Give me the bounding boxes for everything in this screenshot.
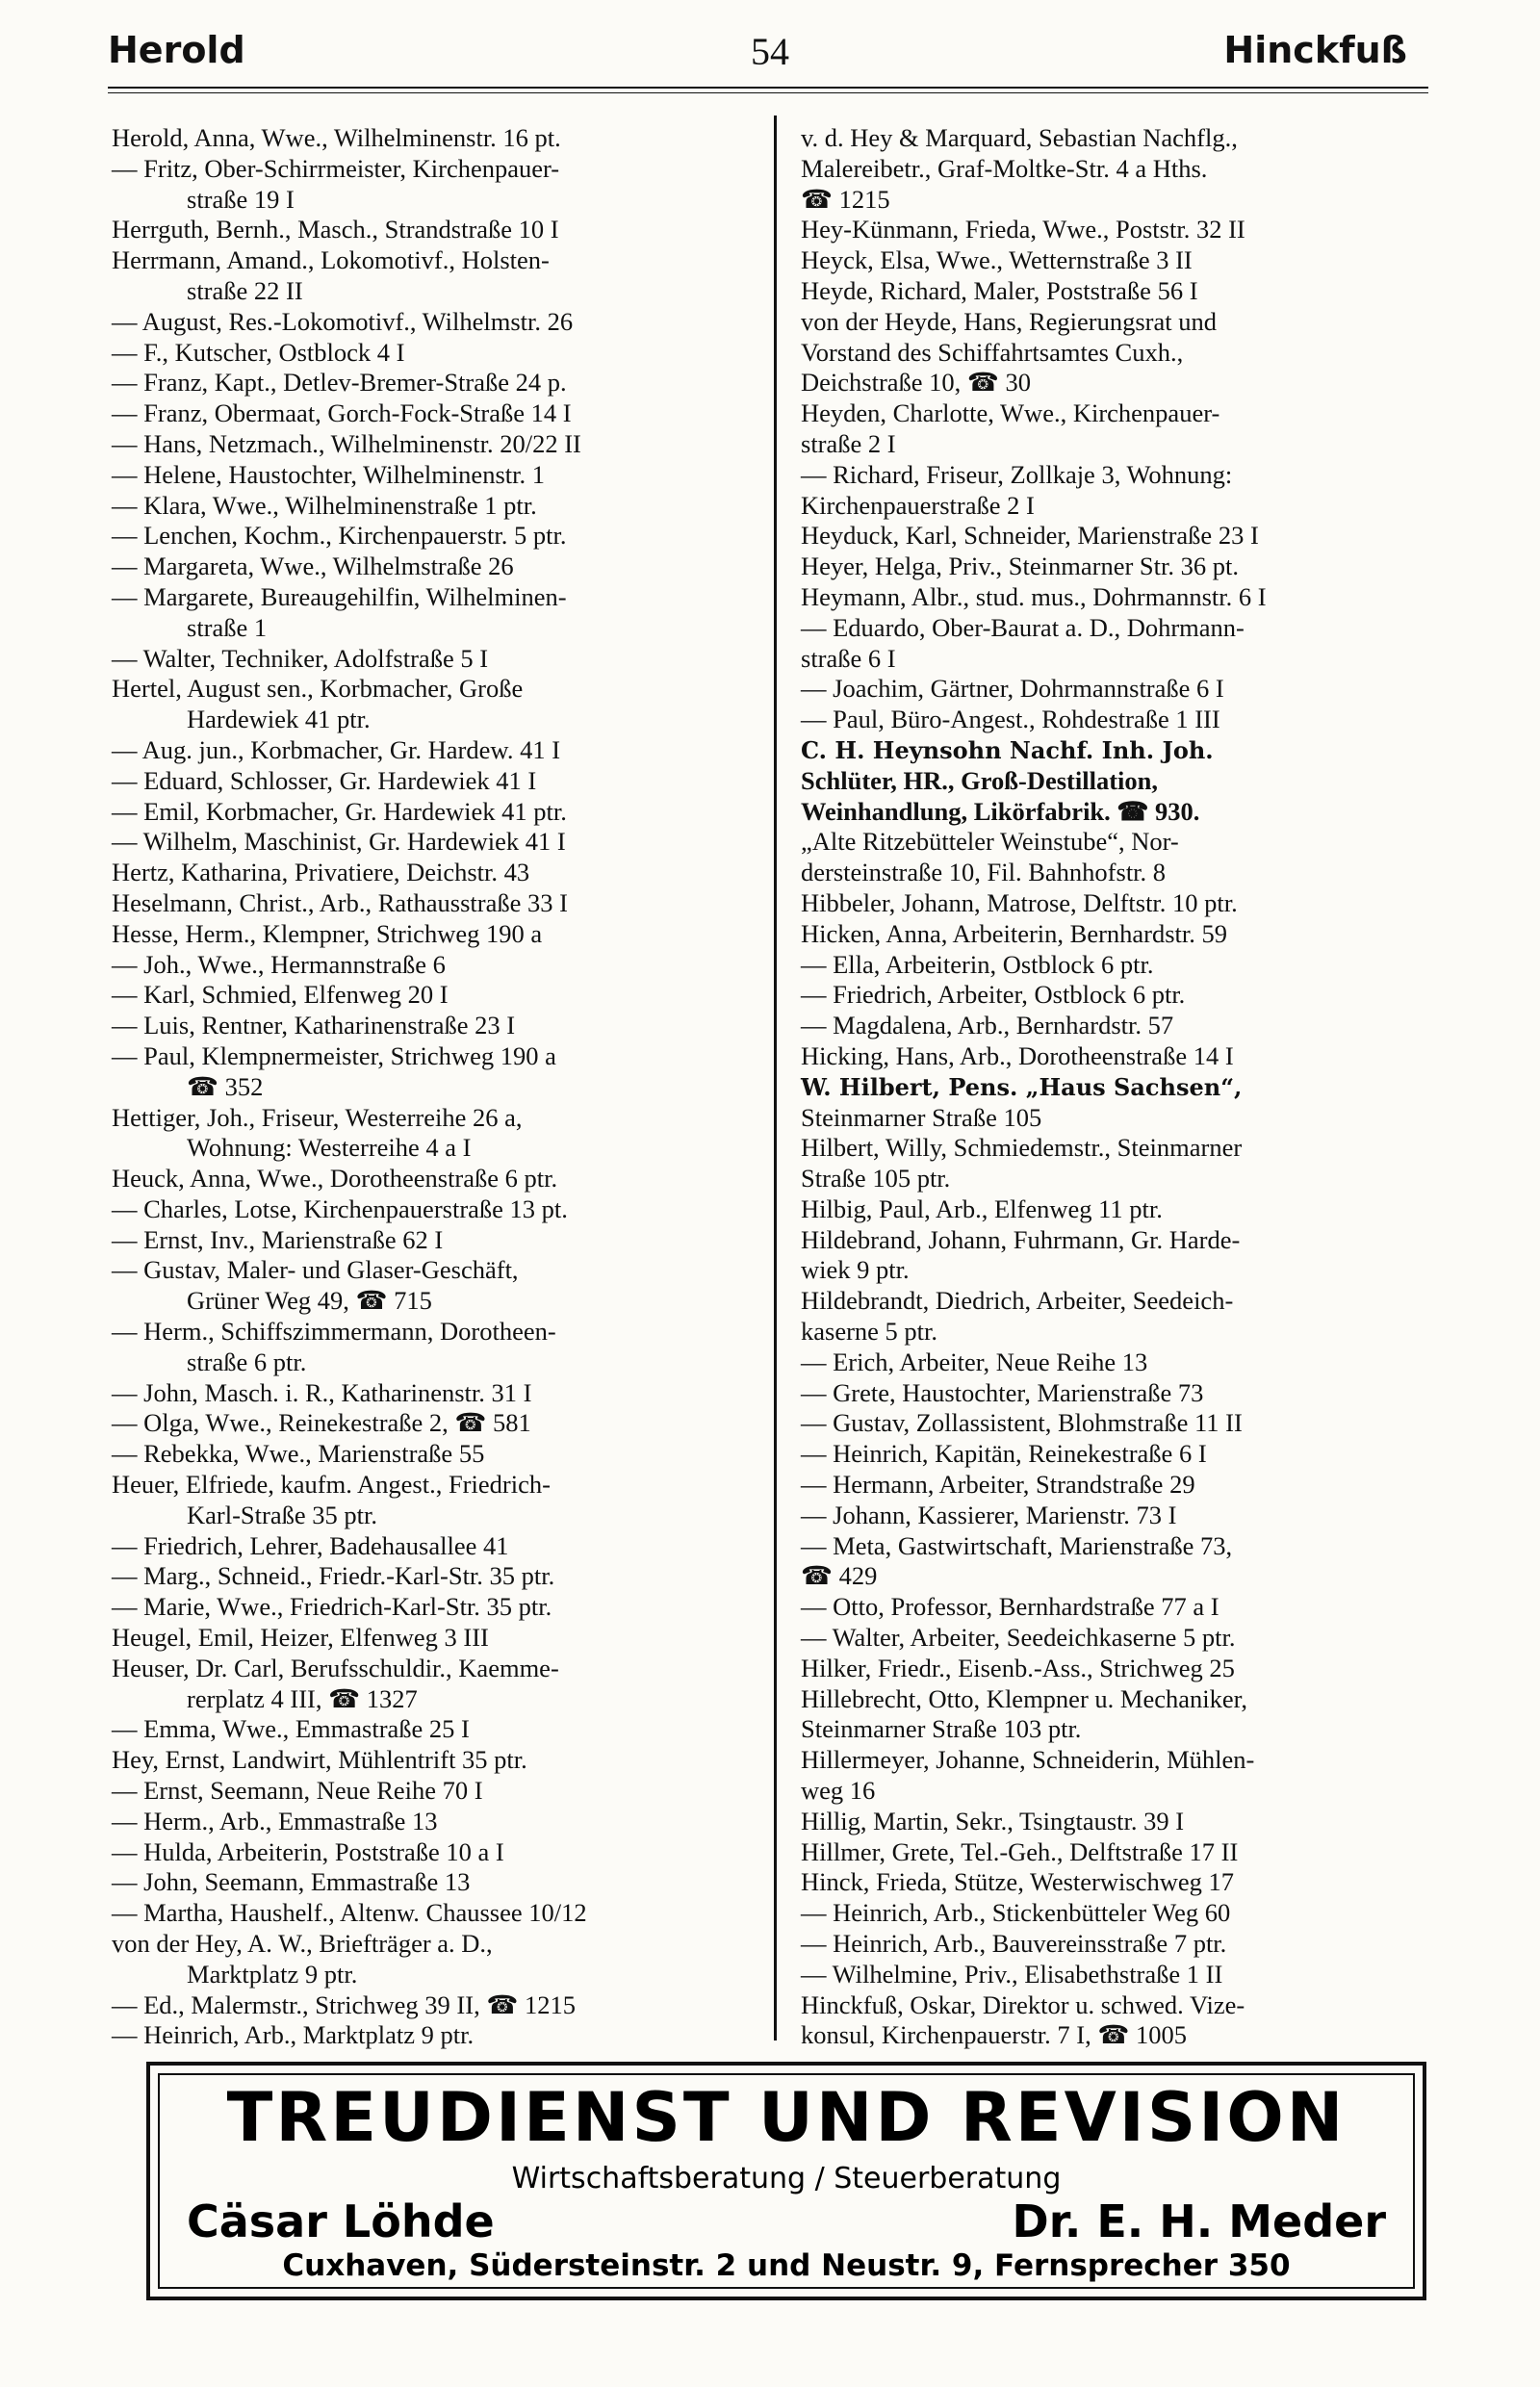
directory-entry-line: — John, Masch. i. R., Katharinenstr. 31 I — [112, 1377, 532, 1407]
directory-entry-line: — Friedrich, Lehrer, Badehausallee 41 — [112, 1530, 509, 1560]
directory-entry-line: — Aug. jun., Korbmacher, Gr. Hardew. 41 I — [112, 734, 561, 764]
directory-entry-line: — F., Kutscher, Ostblock 4 I — [112, 337, 405, 367]
directory-entry-line: — Hans, Netzmach., Wilhelminenstr. 20/22 II — [112, 428, 581, 458]
directory-entry-line: — Heinrich, Arb., Marktplatz 9 ptr. — [112, 2020, 475, 2050]
directory-entry-line: Heuser, Dr. Carl, Berufsschuldir., Kaemme- — [112, 1653, 559, 1682]
directory-entry-line: Hillermeyer, Johanne, Schneiderin, Mühlen- — [801, 1745, 1255, 1775]
directory-entry-line: — Luis, Rentner, Katharinenstraße 23 I — [112, 1011, 516, 1040]
directory-entry-line: Schlüter, HR., Groß-Destillation, — [801, 765, 1159, 795]
directory-entry-line: — Herm., Schiffszimmermann, Dorotheen- — [112, 1317, 556, 1347]
directory-entry-line: Hardewiek 41 ptr. — [187, 705, 371, 734]
directory-entry-line: — Helene, Haustochter, Wilhelminenstr. 1 — [112, 459, 545, 489]
directory-entry-line: ☎ 1215 — [801, 184, 890, 214]
directory-entry-line: ☎ 429 — [801, 1561, 878, 1591]
directory-entry-line: Deichstraße 10, ☎ 30 — [801, 368, 1032, 398]
directory-entry-line: — Marg., Schneid., Friedr.-Karl-Str. 35 ptr. — [112, 1561, 555, 1591]
directory-entry-line: — Richard, Friseur, Zollkaje 3, Wohnung: — [801, 459, 1233, 489]
directory-entry-line: Hibbeler, Johann, Matrose, Delftstr. 10 ptr. — [801, 887, 1238, 917]
directory-entry-line: — August, Res.-Lokomotivf., Wilhelmstr. 26 — [112, 306, 574, 336]
header-left-keyword: Herold — [108, 29, 245, 71]
directory-entry-line: Hertel, August sen., Korbmacher, Große — [112, 674, 524, 704]
directory-entry-line: — Lenchen, Kochm., Kirchenpauerstr. 5 ptr. — [112, 521, 567, 551]
directory-entry-line: — Olga, Wwe., Reinekestraße 2, ☎ 581 — [112, 1408, 531, 1438]
advertisement-name-left: Cäsar Löhde — [187, 2195, 495, 2247]
directory-entry-line: — Eduard, Schlosser, Gr. Hardewiek 41 I — [112, 765, 537, 795]
directory-entry-line: Hicken, Anna, Arbeiterin, Bernhardstr. 59 — [801, 918, 1228, 948]
directory-entry-line: Hey, Ernst, Landwirt, Mühlentrift 35 ptr. — [112, 1745, 527, 1775]
directory-entry-line: Hilker, Friedr., Eisenb.-Ass., Strichweg 25 — [801, 1653, 1235, 1682]
right-column — [782, 123, 1428, 2051]
directory-entry-line: Steinmarner Straße 105 — [801, 1102, 1042, 1132]
directory-entry-line: straße 6 ptr. — [187, 1347, 307, 1376]
directory-entry-line: Heuck, Anna, Wwe., Dorotheenstraße 6 ptr. — [112, 1164, 558, 1194]
directory-entry-line: Grüner Weg 49, ☎ 715 — [187, 1286, 432, 1316]
directory-entry-line: — Friedrich, Arbeiter, Ostblock 6 ptr. — [801, 980, 1186, 1010]
directory-entry-line: Heyck, Elsa, Wwe., Wetternstraße 3 II — [801, 245, 1193, 275]
directory-entry-line: straße 22 II — [187, 275, 303, 305]
directory-entry-line: — Hulda, Arbeiterin, Poststraße 10 a I — [112, 1836, 504, 1866]
directory-entry-line: — Magdalena, Arb., Bernhardstr. 57 — [801, 1011, 1174, 1040]
directory-entry-line: Marktplatz 9 ptr. — [187, 1959, 358, 1989]
directory-entry-line: Heyde, Richard, Maler, Poststraße 56 I — [801, 275, 1198, 305]
directory-entry-line: — Heinrich, Arb., Stickenbütteler Weg 60 — [801, 1898, 1231, 1928]
directory-entry-line: — Walter, Arbeiter, Seedeichkaserne 5 ptr. — [801, 1623, 1236, 1653]
directory-entry-line: Vorstand des Schiffahrtsamtes Cuxh., — [801, 337, 1184, 367]
advertisement-name-right: Dr. E. H. Meder — [1012, 2195, 1386, 2247]
directory-entry-line: von der Hey, A. W., Briefträger a. D., — [112, 1929, 493, 1959]
directory-entry-line: — Ernst, Seemann, Neue Reihe 70 I — [112, 1776, 483, 1806]
directory-entry-line: konsul, Kirchenpauerstr. 7 I, ☎ 1005 — [801, 2020, 1187, 2050]
directory-entry-line: straße 2 I — [801, 428, 896, 458]
directory-entry-line: — Otto, Professor, Bernhardstraße 77 a I — [801, 1592, 1219, 1622]
header-right-keyword: Hinckfuß — [1223, 29, 1407, 71]
directory-entry-line: Herrmann, Amand., Lokomotivf., Holsten- — [112, 245, 550, 275]
directory-entry-line: von der Heyde, Hans, Regierungsrat und — [801, 306, 1217, 336]
directory-entry-line: — Klara, Wwe., Wilhelminenstraße 1 ptr. — [112, 490, 537, 520]
directory-entry-line: — Ella, Arbeiterin, Ostblock 6 ptr. — [801, 949, 1154, 979]
directory-entry-line: Karl-Straße 35 ptr. — [187, 1500, 377, 1529]
directory-entry-line: C. H. Heynsohn Nachf. Inh. Joh. — [801, 735, 1214, 764]
directory-entry-line: — Walter, Techniker, Adolfstraße 5 I — [112, 643, 489, 673]
directory-entry-line: Hinck, Frieda, Stütze, Westerwischweg 17 — [801, 1867, 1234, 1897]
directory-entry-line: straße 19 I — [187, 184, 295, 214]
directory-entry-line: — Joachim, Gärtner, Dohrmannstraße 6 I — [801, 674, 1224, 704]
directory-entry-line: W. Hilbert, Pens. „Haus Sachsen“, — [801, 1072, 1243, 1101]
directory-entry-line: kaserne 5 ptr. — [801, 1317, 938, 1347]
directory-entry-line: — Charles, Lotse, Kirchenpauerstraße 13 pt. — [112, 1194, 568, 1223]
directory-entry-line: Kirchenpauerstraße 2 I — [801, 490, 1035, 520]
directory-entry-line: Herold, Anna, Wwe., Wilhelminenstr. 16 pt. — [112, 123, 561, 152]
directory-entry-line: Steinmarner Straße 103 ptr. — [801, 1714, 1082, 1744]
directory-entry-line: Wohnung: Westerreihe 4 a I — [187, 1133, 472, 1163]
directory-entry-line: — Marie, Wwe., Friedrich-Karl-Str. 35 ptr. — [112, 1592, 552, 1622]
directory-entry-line: Hilbig, Paul, Arb., Elfenweg 11 ptr. — [801, 1194, 1163, 1223]
directory-entry-line: Hilbert, Willy, Schmiedemstr., Steinmarner — [801, 1133, 1243, 1163]
directory-entry-line: rerplatz 4 III, ☎ 1327 — [187, 1683, 418, 1713]
directory-entry-line: Hildebrand, Johann, Fuhrmann, Gr. Harde- — [801, 1224, 1241, 1254]
directory-entry-line: Heugel, Emil, Heizer, Elfenweg 3 III — [112, 1623, 489, 1653]
advertisement-address: Cuxhaven, Südersteinstr. 2 und Neustr. 9, Fernsprecher 350 — [282, 2248, 1291, 2283]
directory-entry-line: Hinckfuß, Oskar, Direktor u. schwed. Vize- — [801, 1989, 1245, 2019]
directory-entry-line: — Wilhelm, Maschinist, Gr. Hardewiek 41 I — [112, 827, 566, 857]
directory-entry-line: „Alte Ritzebütteler Weinstube“, Nor- — [801, 827, 1179, 857]
directory-entry-line: Hesse, Herm., Klempner, Strichweg 190 a — [112, 918, 543, 948]
directory-entry-line: — Johann, Kassierer, Marienstr. 73 I — [801, 1500, 1177, 1529]
directory-entry-line: — Paul, Klempnermeister, Strichweg 190 a — [112, 1040, 556, 1070]
directory-entry-line: Hillig, Martin, Sekr., Tsingtaustr. 39 I — [801, 1806, 1185, 1835]
page-number: 54 — [751, 30, 789, 73]
directory-entry-line: Heyer, Helga, Priv., Steinmarner Str. 36 pt. — [801, 552, 1239, 581]
directory-entry-line: Straße 105 ptr. — [801, 1164, 951, 1194]
directory-entry-line: — Herm., Arb., Emmastraße 13 — [112, 1806, 438, 1835]
directory-entry-line: — Emil, Korbmacher, Gr. Hardewiek 41 ptr. — [112, 796, 567, 826]
directory-entry-line: — Rebekka, Wwe., Marienstraße 55 — [112, 1439, 485, 1469]
directory-entry-line: Herrguth, Bernh., Masch., Strandstraße 10 I — [112, 215, 559, 244]
directory-entry-line: ☎ 352 — [187, 1071, 264, 1101]
directory-entry-line: — Heinrich, Kapitän, Reinekestraße 6 I — [801, 1439, 1207, 1469]
directory-entry-line: — Grete, Haustochter, Marienstraße 73 — [801, 1377, 1204, 1407]
directory-entry-line: Heyden, Charlotte, Wwe., Kirchenpauer- — [801, 398, 1220, 428]
directory-entry-line: — Meta, Gastwirtschaft, Marienstraße 73, — [801, 1530, 1233, 1560]
directory-entry-line: Heselmann, Christ., Arb., Rathausstraße 33 I — [112, 887, 568, 917]
directory-entry-line: — Karl, Schmied, Elfenweg 20 I — [112, 980, 449, 1010]
directory-entry-line: weg 16 — [801, 1776, 876, 1806]
directory-entry-line: — Gustav, Zollassistent, Blohmstraße 11 II — [801, 1408, 1243, 1438]
advertisement-box — [146, 2062, 1426, 2300]
directory-entry-line: Hildebrandt, Diedrich, Arbeiter, Seedeich- — [801, 1286, 1234, 1316]
directory-entry-line: — Hermann, Arbeiter, Strandstraße 29 — [801, 1470, 1195, 1500]
advertisement-subtitle: Wirtschaftsberatung / Steuerberatung — [511, 2162, 1062, 2195]
directory-entry-line: Weinhandlung, Likörfabrik. ☎ 930. — [801, 796, 1200, 826]
directory-entry-line: Heyduck, Karl, Schneider, Marienstraße 23 I — [801, 521, 1259, 551]
directory-entry-line: v. d. Hey & Marquard, Sebastian Nachflg., — [801, 123, 1238, 152]
column-divider — [774, 116, 777, 2040]
directory-entry-line: — Erich, Arbeiter, Neue Reihe 13 — [801, 1347, 1148, 1376]
directory-entry-line: Hillebrecht, Otto, Klempner u. Mechaniker, — [801, 1683, 1248, 1713]
directory-entry-line: wiek 9 ptr. — [801, 1255, 910, 1285]
directory-entry-line: — Martha, Haushelf., Altenw. Chaussee 10/12 — [112, 1898, 587, 1928]
directory-entry-line: Malereibetr., Graf-Moltke-Str. 4 a Hths. — [801, 153, 1208, 183]
directory-entry-line: — Margareta, Wwe., Wilhelmstraße 26 — [112, 552, 514, 581]
directory-entry-line: — Margarete, Bureaugehilfin, Wilhelminen- — [112, 581, 567, 611]
directory-entry-line: — Emma, Wwe., Emmastraße 25 I — [112, 1714, 470, 1744]
directory-entry-line: dersteinstraße 10, Fil. Bahnhofstr. 8 — [801, 858, 1167, 887]
directory-entry-line: — Ernst, Inv., Marienstraße 62 I — [112, 1224, 444, 1254]
directory-entry-line: — John, Seemann, Emmastraße 13 — [112, 1867, 471, 1897]
directory-entry-line: Hertz, Katharina, Privatiere, Deichstr. 43 — [112, 858, 530, 887]
directory-entry-line: Heymann, Albr., stud. mus., Dohrmannstr. 6 I — [801, 581, 1267, 611]
directory-entry-line: — Paul, Büro-Angest., Rohdestraße 1 III — [801, 705, 1220, 734]
directory-entry-line: — Fritz, Ober-Schirrmeister, Kirchenpauer- — [112, 153, 560, 183]
directory-entry-line: — Gustav, Maler- und Glaser-Geschäft, — [112, 1255, 519, 1285]
directory-entry-line: straße 6 I — [801, 643, 896, 673]
directory-entry-line: Hettiger, Joh., Friseur, Westerreihe 26 a, — [112, 1102, 523, 1132]
directory-entry-line: — Eduardo, Ober-Baurat a. D., Dohrmann- — [801, 612, 1245, 642]
header-rule — [108, 87, 1428, 89]
left-column — [112, 123, 753, 2051]
directory-entry-line: Hey-Künmann, Frieda, Wwe., Poststr. 32 II — [801, 215, 1245, 244]
header-rule-thin — [108, 92, 1428, 93]
directory-entry-line: — Joh., Wwe., Hermannstraße 6 — [112, 949, 446, 979]
directory-entry-line: Heuer, Elfriede, kaufm. Angest., Friedrich- — [112, 1470, 551, 1500]
advertisement-title: TREUDIENST UND REVISION — [226, 2078, 1347, 2157]
directory-entry-line: — Ed., Malermstr., Strichweg 39 II, ☎ 1215 — [112, 1989, 576, 2019]
directory-entry-line: straße 1 — [187, 612, 268, 642]
directory-entry-line: — Franz, Kapt., Detlev-Bremer-Straße 24 p. — [112, 368, 567, 398]
directory-entry-line: Hicking, Hans, Arb., Dorotheenstraße 14 I — [801, 1040, 1234, 1070]
directory-entry-line: — Wilhelmine, Priv., Elisabethstraße 1 II — [801, 1959, 1223, 1989]
directory-entry-line: — Franz, Obermaat, Gorch-Fock-Straße 14 I — [112, 398, 572, 428]
directory-entry-line: — Heinrich, Arb., Bauvereinsstraße 7 ptr. — [801, 1929, 1227, 1959]
directory-entry-line: Hillmer, Grete, Tel.-Geh., Delftstraße 17 II — [801, 1836, 1239, 1866]
